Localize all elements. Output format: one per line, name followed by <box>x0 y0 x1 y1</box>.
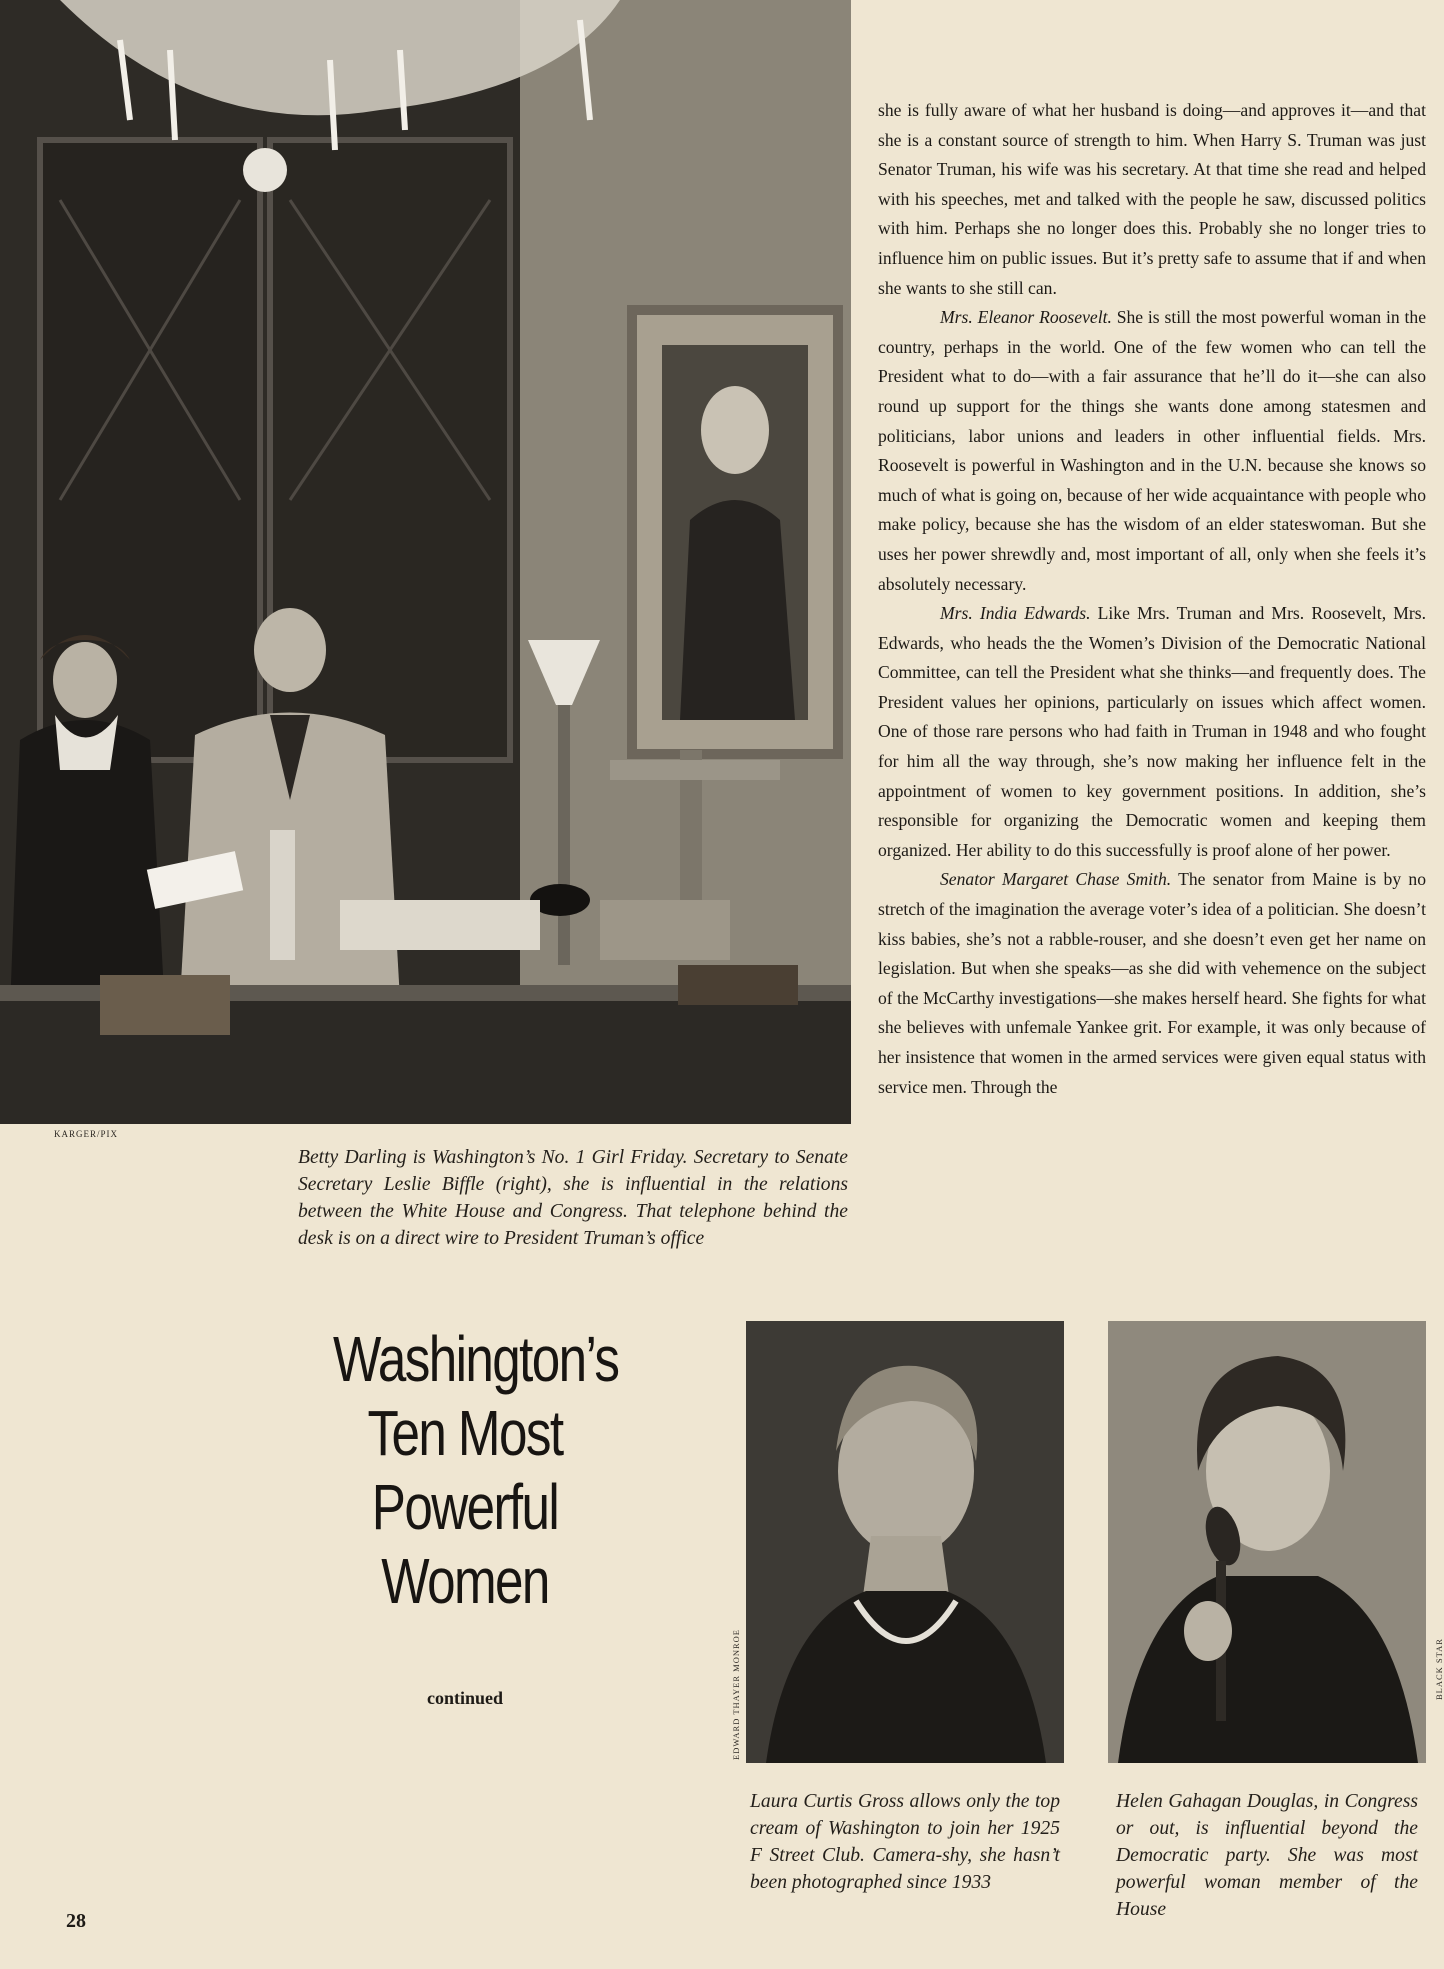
portrait-2-illustration <box>1108 1321 1426 1763</box>
page-number: 28 <box>66 1910 86 1932</box>
headline-continued: continued <box>426 1688 504 1708</box>
portrait-helen-gahagan-douglas <box>1108 1321 1426 1763</box>
photo-credit-monroe: EDWARD THAYER MONROE <box>731 1629 741 1760</box>
paragraph-text: The senator from Maine is by no stretch of the imagination the average voter’s idea of a politician. She doesn’t kiss babies, she’s not a rabble-rouser, and she doesn’t even get her name on legislation. But when she speaks—as she did with vehemence on the subject of the McCarthy investigations—she makes herself heard. She fights for what she believes with unfemale Yankee grit. For example, it was only because of her insistence that women in the armed services were given equal status with service men. Through the <box>878 869 1426 1097</box>
lead-name-smith: Senator Margaret Chase Smith. <box>940 869 1172 890</box>
portrait-laura-curtis-gross <box>746 1321 1064 1763</box>
portrait-1-illustration <box>746 1321 1064 1763</box>
portrait-caption-gross: Laura Curtis Gross allows only the top cream of Washington to join her 1925 F Street Club. Camera-shy, she hasn’t been photographed since 1933 <box>750 1791 1060 1893</box>
article-paragraph-roosevelt <box>878 303 1426 599</box>
paragraph-text: she is fully aware of what her husband is doing—and approves it—and that she is a constant source of strength to him. When Harry S. Truman was just Senator Truman, his wife was his secretary. At that time she read and helped with his speeches, met and talked with the people he saw, discussed politics with him. Perhaps she no longer does this. Probably she no longer tries to influence him on public issues. But it’s pretty safe to assume that if and when she wants to she still can. <box>878 100 1426 298</box>
photo-credit-karger: KARGER/PIX <box>54 1129 119 1139</box>
paragraph-text: Like Mrs. Truman and Mrs. Roosevelt, Mrs. Edwards, who heads the the Women’s Division of the Democratic National Committee, can tell the President what she thinks—and frequently does. The President values her opinions, particularly on issues which affect women. One of those rare persons who had faith in Truman in 1948 and who fought for him all the way through, she’s now making her influence felt in the appointment of women to key government positions. In addition, she’s responsible for organizing the Democratic women and keeping them organized. Her ability to do this successfully is proof alone of her power. <box>878 603 1426 860</box>
lead-name-edwards: Mrs. India Edwards. <box>940 603 1091 624</box>
article-paragraph-smith <box>878 865 1426 1102</box>
paragraph-text: She is still the most powerful woman in the country, perhaps in the world. One of the few women who can tell the President what to do—with a fair assurance that he’ll do it—she can also round up support for the things she wants done among statesmen and politicians, labor unions and leaders in other influential fields. Mrs. Roosevelt is powerful in Washington and in the U.N. because she knows so much of what is going on, because of her wide acquaintance with people who make policy, because she has the wisdom of an elder stateswoman. But she uses her power shrewdly and, most important of all, only when she feels it’s absolutely necessary. <box>878 307 1427 594</box>
headline <box>333 1322 619 1618</box>
article-paragraph-1 <box>878 96 1426 303</box>
portrait-caption-douglas: Helen Gahagan Douglas, in Congress or out, is influential beyond the Democratic party. She was most powerful woman member of the House <box>1116 1791 1418 1920</box>
lead-name-roosevelt: Mrs. Eleanor Roosevelt. <box>940 307 1112 328</box>
headline-line: Ten Most <box>367 1397 563 1469</box>
article-body <box>878 96 1426 1102</box>
framed-portrait-truman <box>632 310 838 754</box>
headline-line: Washington’s <box>333 1323 619 1395</box>
article-paragraph-edwards <box>878 599 1426 865</box>
top-photo-caption: Betty Darling is Washington’s No. 1 Girl Friday. Secretary to Senate Secretary Leslie Biffle (right), she is influential in the relations between the White House and Congress. That telephone behind the desk is on a direct wire to President Truman’s office <box>298 1147 848 1249</box>
office-scene-illustration <box>0 0 851 1124</box>
headline-line: Women <box>381 1545 549 1617</box>
office-photograph <box>0 0 851 1124</box>
headline-line: Powerful <box>371 1471 559 1543</box>
photo-credit-black-star: BLACK STAR <box>1434 1638 1444 1700</box>
